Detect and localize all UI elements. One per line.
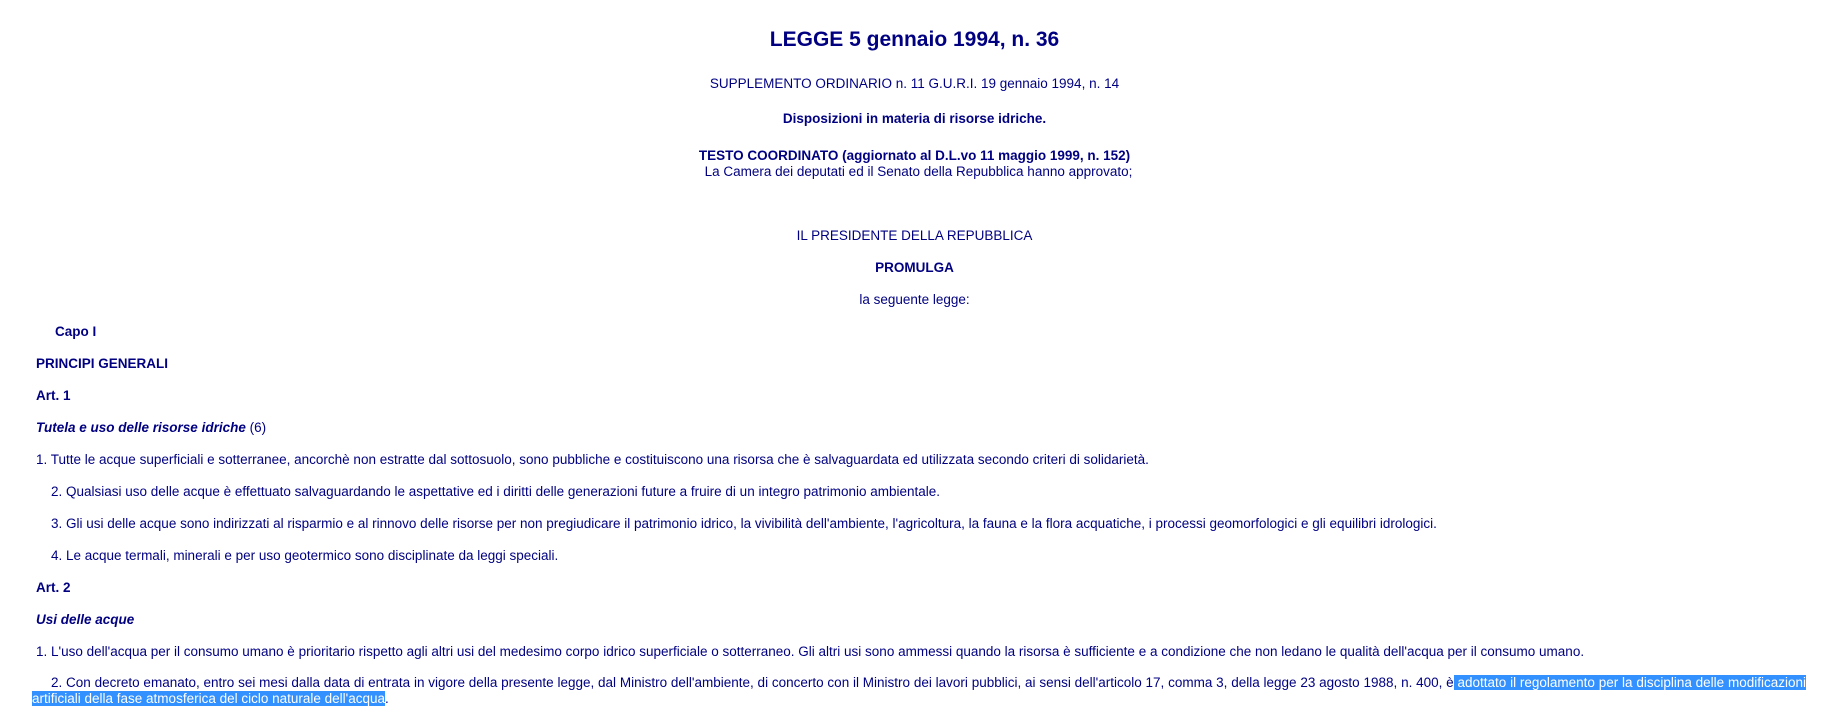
article-1-heading xyxy=(36,420,266,435)
president-line: IL PRESIDENTE DELLA REPUBBLICA xyxy=(796,228,1033,243)
coordinated-text-line: TESTO COORDINATO (aggiornato al D.L.vo 11 maggio 1999, n. 152) xyxy=(698,148,1131,163)
article-2-heading: Usi delle acque xyxy=(36,612,135,627)
following-law-line: la seguente legge: xyxy=(859,292,970,307)
article-2-paragraph-2-end: . xyxy=(385,691,389,706)
chapter-label: Capo I xyxy=(55,324,97,339)
article-2-paragraph-2 xyxy=(32,675,1806,707)
article-1-paragraph-4: 4. Le acque termali, minerali e per uso geotermico sono disciplinate da leggi speciali. xyxy=(51,548,559,563)
article-1-label: Art. 1 xyxy=(36,388,71,403)
article-1-paragraph-3: 3. Gli usi delle acque sono indirizzati al risparmio e al rinnovo delle risorse per non pregiudicare il patrimonio idrico, la vivibilità dell'ambiente, l'agricoltura, la fauna e la flora acquatiche, i processi geomorfologici e gli equilibri idrologici. xyxy=(51,516,1437,531)
chapter-title: PRINCIPI GENERALI xyxy=(36,356,169,371)
law-subject: Disposizioni in materia di risorse idriche. xyxy=(782,111,1047,126)
promulga-line: PROMULGA xyxy=(875,260,954,275)
approval-line: La Camera dei deputati ed il Senato della Repubblica hanno approvato; xyxy=(704,164,1133,179)
article-1-paragraph-1: 1. Tutte le acque superficiali e sotterranee, ancorchè non estratte dal sottosuolo, sono pubbliche e costituiscono una risorsa che è salvaguardata ed utilizzata secondo criteri di solidarietà. xyxy=(36,452,1149,467)
law-title: LEGGE 5 gennaio 1994, n. 36 xyxy=(769,28,1060,51)
selected-text[interactable]: adottato il regolamento per la disciplina delle modificazioni artificiali della fase atmosferica del ciclo naturale dell'acqua xyxy=(32,675,1806,706)
supplement-line: SUPPLEMENTO ORDINARIO n. 11 G.U.R.I. 19 gennaio 1994, n. 14 xyxy=(709,76,1120,91)
article-1-paragraph-2: 2. Qualsiasi uso delle acque è effettuato salvaguardando le aspettative ed i diritti delle generazioni future a fruire di un integro patrimonio ambientale. xyxy=(51,484,941,499)
article-1-note-ref[interactable]: (6) xyxy=(245,420,267,435)
article-2-paragraph-1: 1. L'uso dell'acqua per il consumo umano è prioritario rispetto agli altri usi del medesimo corpo idrico superficiale o sotterraneo. Gli altri usi sono ammessi quando la risorsa è sufficiente e a condizione che non ledano le qualità dell'acqua per il consumo umano. xyxy=(36,644,1585,659)
article-2-paragraph-2-text: 2. Con decreto emanato, entro sei mesi dalla data di entrata in vigore della presente legge, dal Ministro dell'ambiente, di concerto con il Ministro dei lavori pubblici, ai sensi dell'articolo 17, comma 3, della legge 23 agosto 1988, n. 400, è xyxy=(51,675,1454,690)
article-1-heading-text: Tutela e uso delle risorse idriche xyxy=(36,420,246,435)
article-2-label: Art. 2 xyxy=(36,580,71,595)
